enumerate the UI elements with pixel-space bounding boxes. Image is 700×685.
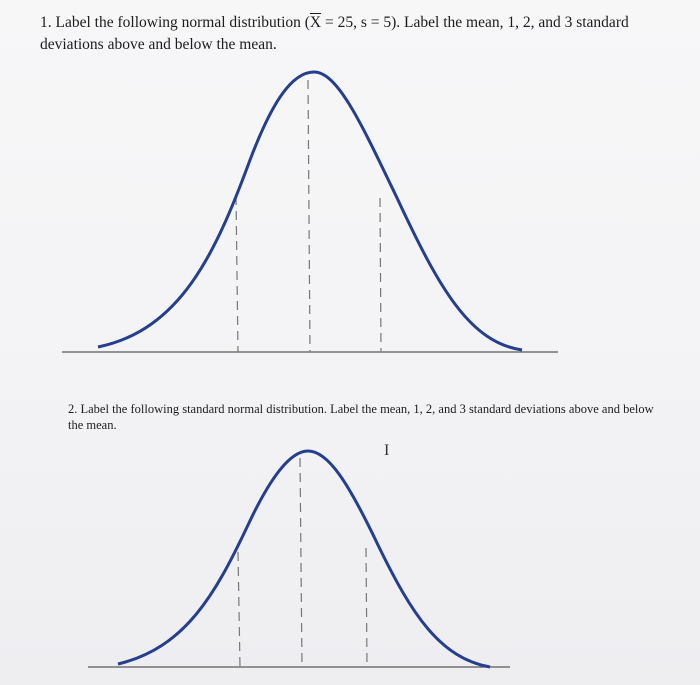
graph-2-minus-1sd-line: [238, 552, 240, 667]
graph-2-normal-curve: [118, 451, 490, 667]
question-1-number: 1.: [40, 14, 52, 31]
graph-2-plus-1sd-line: [366, 548, 367, 667]
graph-2-mean-line: [300, 458, 302, 667]
graph-1-plus-1sd-line: [380, 198, 381, 352]
graph-1-mean-line: [308, 80, 310, 352]
mean-symbol: $\overline{X}$: [309, 14, 322, 31]
text-cursor-icon: I: [384, 442, 390, 459]
graph-1-minus-1sd-line: [236, 196, 238, 352]
question-1-rest: = 25, s = 5). Label the mean, 1, 2, and 3 standard deviations above and below the mean.: [40, 14, 629, 53]
question-1-prefix: Label the following normal distribution (: [55, 14, 310, 31]
question-2-text: 2. Label the following standard normal distribution. Label the mean, 1, 2, and 3 standard deviations above and below the mean.: [68, 402, 654, 432]
